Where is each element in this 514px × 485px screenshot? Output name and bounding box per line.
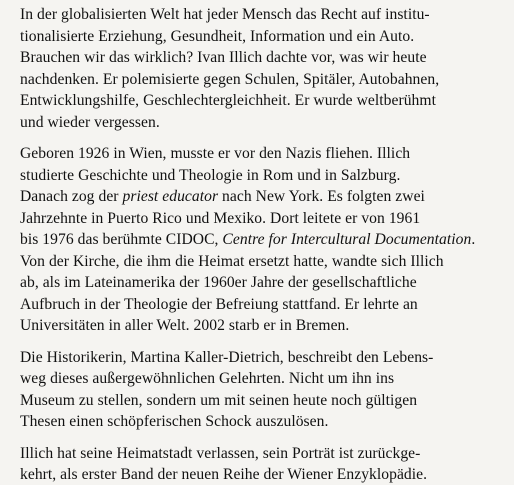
text-line: In der globalisierten Welt hat jeder Mensch das Recht auf institu- [20,6,430,23]
text-line: Thesen einen schöpferischen Schock auszulösen. [20,413,329,430]
text-line: tionalisierte Erziehung, Gesundheit, Information und ein Auto. [20,27,415,45]
text-line: Aufbruch in der Theologie der Befreiung stattfand. Er lehrte an [20,295,418,313]
text-line: Die Historikerin, Martina Kaller-Dietrich, beschreibt den Lebens- [20,348,434,366]
italic-phrase: Centre for Intercultural Documentation [222,231,472,248]
paragraph-intro [20,4,506,133]
text-line-with-italic [20,186,506,208]
text-line: kehrt, als erster Band der neuen Reihe der Wiener Enzyklopädie. [20,466,428,483]
paragraph-historian [20,347,506,433]
text-segment: . [471,231,476,248]
text-segment: bis 1976 das berühmte CIDOC, [20,231,223,248]
text-line: Entwicklungshilfe, Geschlechtergleichheit. Er wurde weltberühmt [20,92,436,109]
text-line: studierte Geschichte und Theologie in Rom und in Salzburg. [20,166,401,184]
text-line: weg dieses außergewöhnlichen Gelehrten. Nicht um ihn ins [20,370,395,387]
text-line-with-italic [20,229,506,251]
text-line: und wieder vergessen. [20,113,160,131]
text-line: Jahrzehnte in Puerto Rico und Mexiko. Dort leitete er von 1961 [20,209,421,227]
text-segment: Danach zog der [20,188,123,205]
paragraph-closing [20,443,506,485]
paragraph-biography [20,143,506,337]
text-line: Illich hat seine Heimatstadt verlassen, sein Porträt ist zurückge- [20,444,421,462]
text-line: Brauchen wir das wirklich? Ivan Illich dachte vor, was wir heute [20,49,427,66]
text-line: Von der Kirche, die ihm die Heimat ersetzt hatte, wandte sich Illich [20,252,444,270]
text-line: Universitäten in aller Welt. 2002 starb er in Bremen. [20,317,350,334]
italic-phrase: priest educator [122,188,219,205]
text-line: nachdenken. Er polemisierte gegen Schulen, Spitäler, Autobahnen, [20,70,440,88]
text-segment: nach New York. Es folgten zwei [218,188,425,205]
text-line: Museum zu stellen, sondern um mit seinen heute noch gültigen [20,391,418,409]
text-line: Geboren 1926 in Wien, musste er vor den Nazis fliehen. Illich [20,145,411,162]
text-line: ab, als im Lateinamerika der 1960er Jahre der gesellschaftliche [20,274,417,291]
